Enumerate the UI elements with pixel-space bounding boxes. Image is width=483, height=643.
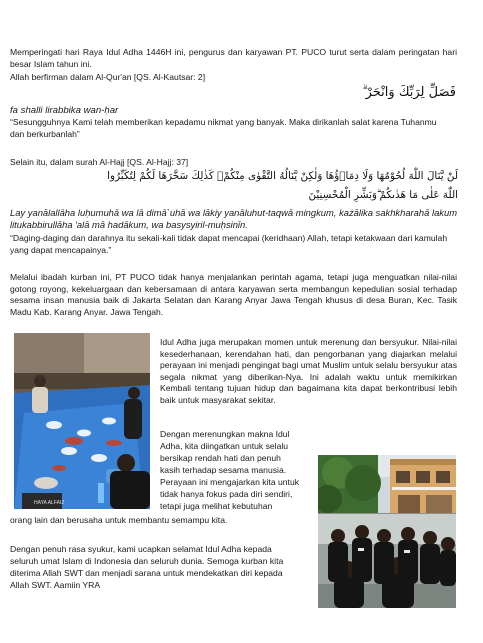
photo-building-art	[318, 455, 456, 523]
body-paragraph-1: Melalui ibadah kurban ini, PT PUCO tidak hanya menjalankan perintah agama, tetapi juga menguatkan nilai-nilai gotong royong, kekeluargaan dan kebersamaan di antara karyawan serta membangun kepedulian sosial terhadap sesama insan manusia baik di Jakarta Selatan dan Karang Anyar Jawa Tengah khusus di desa Buran, Kec. Tasik Madu Kab. Karang Anyar. Jawa Tengah.	[10, 272, 457, 317]
body3-line: Perayaan ini mengajarkan kita untuk	[160, 477, 300, 487]
closing-line: diterima Allah SWT dan menjadi sarana untuk mendekatkan diri kepada	[10, 568, 283, 578]
body3-line: Dengan merenungkan makna Idul	[160, 429, 290, 439]
photo-watermark: HAYA ALFAIZ	[34, 500, 65, 506]
verse2-arabic-line1: لَنْ يَّنَالَ اللّٰهَ لُحُوْمُهَا وَلَا دِمَاۤؤُهَا وَلٰكِنْ يَّنَالُهُ التَّقْوٰى مِنْكُمْۗ كَذٰلِكَ سَخَّرَهَا لَكُمْ لِتُكَبِّرُوا	[107, 170, 458, 182]
photo-group-art	[318, 514, 456, 608]
verse1-translation: “Sesungguhnya Kami telah memberikan kepadamu nikmat yang banyak. Maka dirikanlah salat karena Tuhanmu dan berkurbanlah”	[10, 117, 437, 139]
photo-meat-distribution-art	[14, 333, 150, 509]
photo-meat-distribution	[14, 333, 150, 509]
verse2-translation: “Daging-daging dan darahnya itu sekali-kali tidak dapat mencapai (keridhaan) Allah, tetapi ketakwaan dari kamulah yang dapat mencapainya.”	[10, 233, 448, 255]
verse1-arabic: فَصَلِّ لِرَبِّكَ وَانْحَرْ ۗ	[362, 85, 456, 100]
body3-line: kasih terhadap sesama manusia.	[160, 465, 287, 475]
intro-paragraph: Memperingati hari Raya Idul Adha 1446H ini, pengurus dan karyawan PT. PUCO turut serta dalam peringatan hari besar Islam tahun ini.	[10, 47, 457, 69]
closing-line: Allah SWT. Aamiin YRA	[10, 580, 101, 590]
photo-building	[318, 455, 456, 523]
body3-line: tetapi juga melihat kebutuhan	[160, 501, 273, 511]
body3-line: tidak hanya fokus pada diri sendiri,	[160, 489, 293, 499]
verse1-transliteration: fa shalli lirabbika wan-ḥar	[10, 105, 119, 116]
body3-last-line: orang lain dan berusaha untuk membantu semampu kita.	[10, 515, 228, 525]
verse2-transliteration: Lay yanālallāha luḥumuhā wa lā dimā`uhā wa lākiy yanāluhut-taqwā mingkum, każālika sakhkharahā lakum litukabbirullāha 'alā mā hadākum, wa basysyiril-muḥsinīn.	[10, 207, 457, 231]
body-paragraph-2: Idul Adha juga merupakan momen untuk merenung dan bersyukur. Nilai-nilai kesederhanaan, kerendahan hati, dan pengorbanan yang diajarkan melalui perayaan ini menjadi pengingat bagi umat Muslim untuk selalu bersyukur atas segala nikmat yang diberikan-Nya. Ini adalah waktu untuk memikirkan Kembali tentang tujuan hidup dan bagaimana kita dapat berkontribusi lebih baik untuk masyarakat sekitar.	[160, 337, 457, 405]
verse2-arabic-line2: اللّٰهَ عَلٰى مَا هَدٰىكُمْ ۗوَبَشِّرِ الْمُحْسِنِيْنَ	[308, 189, 458, 201]
body3-line: bersikap rendah hati dan penuh	[160, 453, 281, 463]
closing-line: seluruh umat Islam di Indonesia dan seluruh dunia. Semoga kurban kita	[10, 556, 284, 566]
verse2-intro: Selain itu, dalam surah Al-Hajj [QS. Al-Hajj: 37]	[10, 157, 189, 167]
allah-line: Allah berfirman dalam Al-Qur'an [QS. Al-Kautsar: 2]	[10, 72, 206, 82]
body3-line: Adha, kita diingatkan untuk selalu	[160, 441, 289, 451]
closing-line: Dengan penuh rasa syukur, kami ucapkan selamat Idul Adha kepada	[10, 544, 272, 554]
photo-group	[318, 514, 456, 608]
